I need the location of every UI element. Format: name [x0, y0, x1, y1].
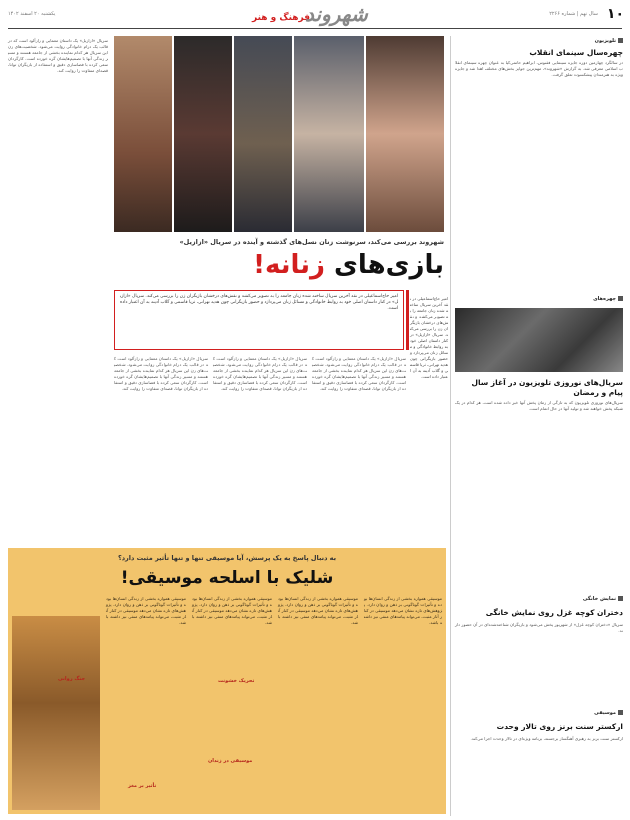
square-icon: [618, 38, 623, 43]
section-tag: [455, 38, 623, 44]
article-body: سریال‌های نوروزی تلویزیون که به تازگی از زمان پخش آنها خبر داده شده است، هر کدام در یک شبکه پخش خواهند شد و تولید آنها در حال اتمام است.: [455, 400, 623, 411]
feature-photos: [114, 36, 444, 232]
square-icon: [618, 596, 623, 601]
square-icon: [618, 296, 623, 301]
section-tag: [455, 710, 623, 716]
music-subhead: جنگ روانی: [58, 676, 86, 682]
feature-title: [114, 250, 444, 280]
article-title[interactable]: دختران کوچه غزل روی نمایش خانگی: [485, 608, 623, 617]
music-subhead: تأثیر بر مغز: [128, 783, 157, 789]
music-title: شلیک با اسلحه موسیقی!: [120, 568, 334, 588]
section-tag: [455, 596, 623, 602]
article-body: سریال «دختران کوچه غزل» از شهریور پخش می‌شود و بازیگران شناخته‌شده‌ای در آن حضور دارند.: [455, 622, 623, 633]
pull-quote: امیر حاج‌اسماعیلی در نقد آخرین سریال ساخته شده زنان جامعه را به تصویر می‌کشد و نقش‌های درخشان بازیگران زن را بررسی می‌کند. سریال «ازازیل» در کنار داستان اصلی خود به روابط خانوادگی و مسائل زنان می‌پردازد و حضور بازیگرانی چون هدیه تهرانی، ثریا قاسمی و گلاب آدینه به آن اعتبار داده است.: [410, 296, 448, 379]
article-title[interactable]: سریال‌های نوروزی تلویزیون در آغاز سال پیام و رمضان: [471, 378, 623, 397]
tag-label: چهره‌ها‌ی: [593, 296, 616, 302]
music-feature-box: [8, 548, 446, 814]
lead-box: [114, 290, 404, 350]
actress-photo: [366, 36, 444, 232]
musician-photo: [12, 616, 100, 810]
square-icon: [618, 710, 623, 715]
article-title[interactable]: چهره‌سال سینمای انقلاب: [529, 48, 623, 57]
article-body: سریال «ازازیل» یک داستان معمایی و رازآلود است که در قالب یک درام خانوادگی روایت می‌شود. شخصیت‌های زن این سریال هر کدام نماینده بخشی از جامعه هستند و مسیر زندگی آنها با تصمیم‌هایشان گره خورده است. کارگردان سعی کرده با فضاسازی دقیق و استفاده از بازیگران توانا، قصه‌ای متفاوت را روایت کند.: [312, 356, 406, 391]
music-subhead: تحریک خشونت: [218, 678, 255, 684]
lead-marker: [406, 290, 409, 350]
header-rule: [8, 28, 622, 29]
article-body: موسیقی همواره بخشی از زندگی انسان‌ها بوده و تأثیرات گوناگونی بر ذهن و روان دارد. پژوهش‌های تازه نشان می‌دهد موسیقی در کنار آثار مثبت، می‌تواند پیامدهای منفی نیز داشته باشد.: [364, 596, 442, 625]
actress-photo: [174, 36, 232, 232]
page-number: ۱۰: [606, 6, 624, 22]
actress-photo: [294, 36, 364, 232]
article-body: در سالگرد چهارمین دوره جایزه سینمایی فقنوس، ابراهیم حاتمی‌کیا به عنوان چهره سینمای انقلاب اسلامی معرفی شد. به گزارش «شهروند»، مهم‌ترین جوایز بخش‌های مختلف اهدا شد و جایزه ویژه به هنرمندان پیشکسوت تعلق گرفت.: [455, 60, 623, 77]
tag-label: نمایش خانگی: [582, 596, 616, 602]
section-tag: [455, 296, 623, 302]
article-body: سریال «ازازیل» یک داستان معمایی و رازآلود است که در قالب یک درام خانوادگی روایت می‌شود. شخصیت‌های زن این سریال هر کدام نماینده بخشی از جامعه هستند و مسیر زندگی آنها با تصمیم‌هایشان گره خورده است. کارگردان سعی کرده با فضاسازی دقیق و استفاده از بازیگران توانا، قصه‌ای متفاوت را روایت کند.: [213, 356, 307, 391]
title-part: بازی‌های: [325, 250, 444, 280]
actress-photo: [114, 36, 172, 232]
actress-photo: [234, 36, 292, 232]
lead-text: امیر حاج‌اسماعیلی در نقد آخرین سریال ساخته شده زنان جامعه را به تصویر می‌کشد و نقش‌های درخشان بازیگران زن را بررسی می‌کند. سریال «ازازیل» در کنار داستان اصلی خود به روابط خانوادگی و مسائل زنان می‌پردازد و حضور بازیگرانی چون هدیه تهرانی، ثریا قاسمی و گلاب آدینه به آن اعتبار داده است.: [120, 294, 398, 311]
music-kicker: به دنبال پاسخ به یک پرسش، آیا موسیقی تنها و تنها تأثیر مثبت دارد؟: [117, 554, 337, 562]
article-title[interactable]: ارکستر سنت برنز روی تالار وحدت: [496, 722, 623, 731]
article-body: موسیقی همواره بخشی از زندگی انسان‌ها بوده و تأثیرات گوناگونی بر ذهن و روان دارد. پژوهش‌های تازه نشان می‌دهد موسیقی در کنار آثار مثبت، می‌تواند پیامدهای منفی نیز داشته باشد.: [278, 596, 358, 625]
date-info: یکشنبه ۲۰ اسفند ۱۴۰۲: [8, 11, 56, 17]
article-body: موسیقی همواره بخشی از زندگی انسان‌ها بوده و تأثیرات گوناگونی بر ذهن و روان دارد. پژوهش‌های تازه نشان می‌دهد موسیقی در کنار آثار مثبت، می‌تواند پیامدهای منفی نیز داشته باشد.: [192, 596, 272, 625]
article-body: سریال «ازازیل» یک داستان معمایی و رازآلود است که در قالب یک درام خانوادگی روایت می‌شود. شخصیت‌های زن این سریال هر کدام نماینده بخشی از جامعه هستند و مسیر زندگی آنها با تصمیم‌هایشان گره خورده است. کارگردان سعی کرده با فضاسازی دقیق و استفاده از بازیگران توانا، قصه‌ای متفاوت را روایت کند.: [8, 38, 108, 73]
section-name: فرهنگ و هنر: [252, 13, 310, 23]
masthead: [0, 0, 630, 32]
article-body: موسیقی همواره بخشی از زندگی انسان‌ها بوده و تأثیرات گوناگونی بر ذهن و روان دارد. پژوهش‌های تازه نشان می‌دهد موسیقی در کنار آثار مثبت، می‌تواند پیامدهای منفی نیز داشته باشد.: [106, 596, 186, 625]
column-divider: [450, 36, 451, 816]
tag-label: موسیقی: [594, 710, 616, 716]
brand-logo: شهروند: [305, 2, 368, 26]
crowd-photo: [455, 308, 623, 372]
issue-info: سال نهم | شماره ۲۲۶۶: [549, 11, 598, 17]
article-body: سریال «ازازیل» یک داستان معمایی و رازآلود است که در قالب یک درام خانوادگی روایت می‌شود. شخصیت‌های زن این سریال هر کدام نماینده بخشی از جامعه هستند و مسیر زندگی آنها با تصمیم‌هایشان گره خورده است. کارگردان سعی کرده با فضاسازی دقیق و استفاده از بازیگران توانا، قصه‌ای متفاوت را روایت کند.: [114, 356, 208, 391]
news-column: [455, 38, 623, 813]
music-subhead: موسیقی در زندان: [208, 758, 253, 764]
title-accent: زنانه!: [253, 250, 325, 280]
article-body: ارکستر سنت برنز به رهبری آهنگساز برجسته، برنامه ویژه‌ای در تالار وحدت اجرا می‌کند.: [470, 736, 623, 741]
feature-title-text: [253, 250, 444, 280]
feature-kicker: شهروند بررسی می‌کند، سرنوشت زنان نسل‌های گذشته و آینده در سریال «ازازیل»: [179, 238, 444, 246]
tag-label: تلویزیون: [594, 38, 616, 44]
